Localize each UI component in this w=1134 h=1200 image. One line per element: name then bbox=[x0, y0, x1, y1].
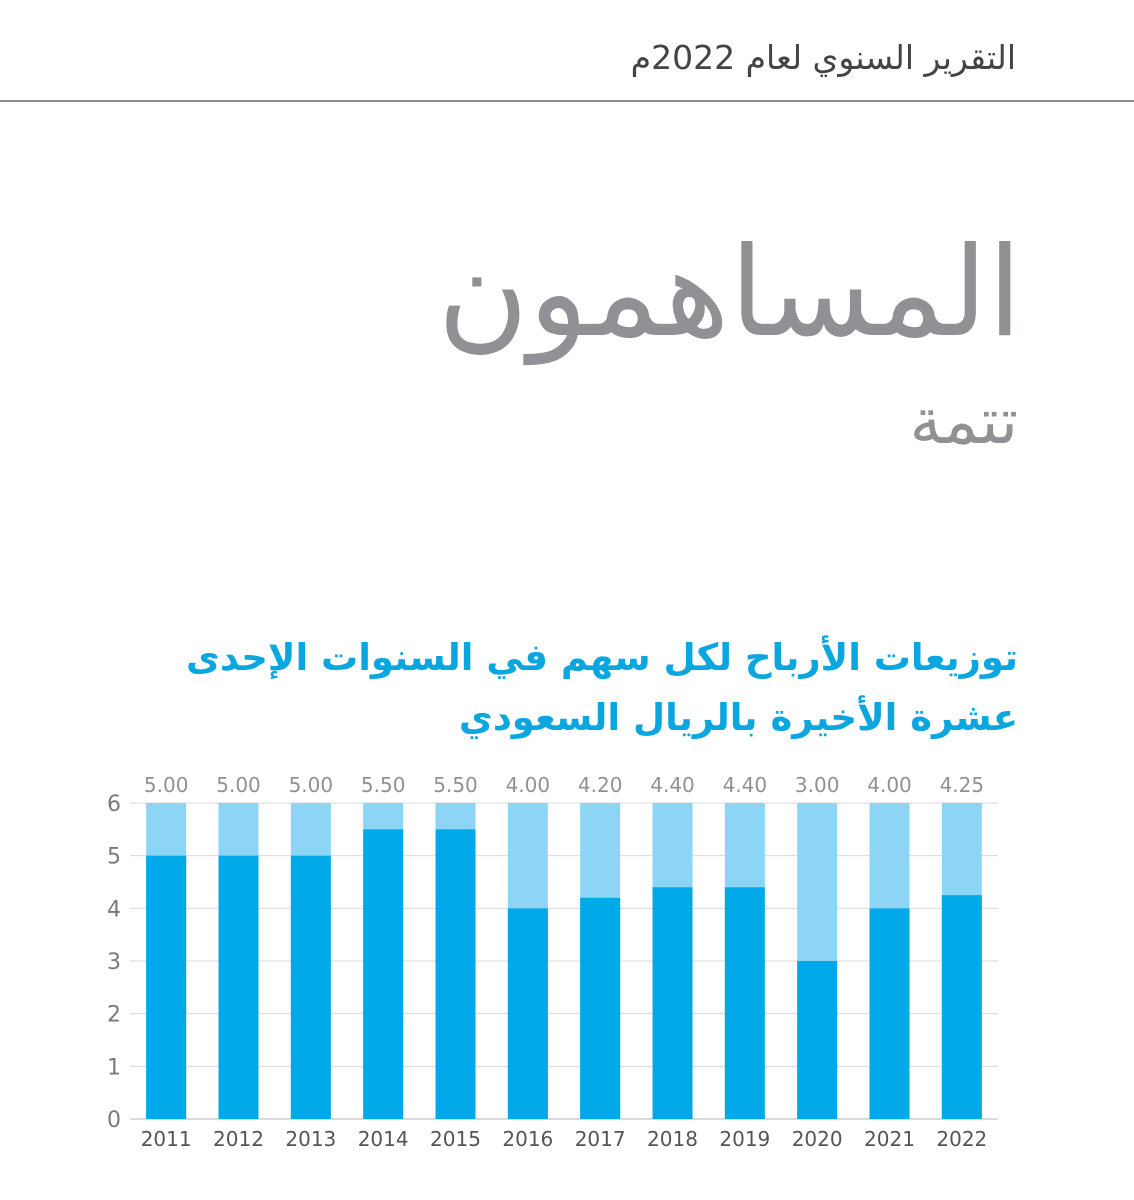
value-label: 5.00 bbox=[288, 773, 334, 797]
value-label: 5.50 bbox=[433, 773, 478, 797]
bar bbox=[363, 829, 403, 1119]
chart-title-line-2: عشرة الأخيرة بالريال السعودي bbox=[458, 696, 1018, 739]
value-label: 4.00 bbox=[505, 773, 551, 797]
section-subtitle: تتمة bbox=[909, 385, 1018, 459]
y-tick-label: 5 bbox=[107, 844, 121, 870]
bar bbox=[580, 898, 620, 1119]
bar bbox=[653, 887, 693, 1119]
x-tick-label: 2011 bbox=[140, 1127, 192, 1151]
x-tick-label: 2020 bbox=[791, 1127, 843, 1151]
chart-title bbox=[138, 628, 1018, 748]
y-tick-label: 6 bbox=[107, 792, 121, 817]
x-tick-label: 2017 bbox=[574, 1127, 626, 1151]
value-label: 4.00 bbox=[867, 773, 912, 797]
y-tick-label: 0 bbox=[107, 1108, 121, 1133]
x-tick-label: 2015 bbox=[430, 1127, 481, 1151]
x-tick-label: 2016 bbox=[502, 1127, 554, 1151]
y-tick-label: 1 bbox=[107, 1055, 121, 1081]
bar bbox=[508, 908, 548, 1119]
bar bbox=[436, 829, 476, 1119]
header-divider bbox=[0, 100, 1134, 102]
gridlines bbox=[130, 803, 998, 1119]
x-tick-label: 2012 bbox=[213, 1127, 264, 1151]
x-tick-label: 2018 bbox=[647, 1127, 698, 1151]
value-label: 4.20 bbox=[577, 773, 623, 797]
x-tick-label: 2013 bbox=[285, 1127, 337, 1151]
y-tick-label: 3 bbox=[107, 950, 121, 975]
x-tick-label: 2022 bbox=[936, 1127, 988, 1151]
section-title: المساهمون bbox=[437, 221, 1022, 365]
bar bbox=[797, 961, 837, 1119]
bar bbox=[219, 856, 259, 1119]
value-label: 4.25 bbox=[939, 773, 985, 797]
x-tick-label: 2021 bbox=[864, 1127, 915, 1151]
value-label: 4.40 bbox=[650, 773, 695, 797]
x-tick-label: 2019 bbox=[719, 1127, 771, 1151]
value-label: 5.00 bbox=[216, 773, 261, 797]
bar bbox=[725, 887, 765, 1119]
value-label: 3.00 bbox=[794, 773, 840, 797]
dividend-bar-chart bbox=[0, 760, 1134, 1160]
value-label: 5.50 bbox=[360, 773, 406, 797]
bar bbox=[942, 895, 982, 1119]
y-tick-label: 4 bbox=[107, 897, 121, 923]
x-tick-label: 2014 bbox=[357, 1127, 409, 1151]
bar bbox=[291, 856, 331, 1119]
value-label: 4.40 bbox=[722, 773, 768, 797]
value-label: 5.00 bbox=[143, 773, 189, 797]
bar bbox=[146, 856, 186, 1119]
report-header-title: التقرير السنوي لعام 2022م bbox=[630, 38, 1016, 77]
y-tick-label: 2 bbox=[107, 1002, 121, 1028]
chart-title-line-1: توزيعات الأرباح لكل سهم في السنوات الإحدى bbox=[185, 636, 1018, 679]
bar bbox=[870, 908, 910, 1119]
